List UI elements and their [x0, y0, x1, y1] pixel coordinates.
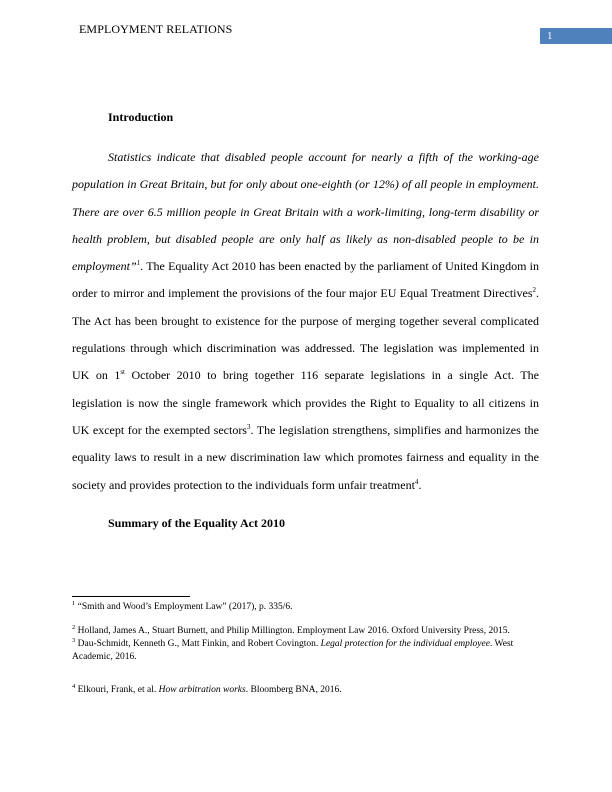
- ordinal-suffix: st: [120, 368, 125, 377]
- paragraph-text-4: . The legislation strengthens, simplifies and harmonizes the equality laws to result in a new discrimination law which promotes fairness and equality in the society and provides protection to the individuals form unfair treatment: [72, 422, 540, 492]
- running-head: EMPLOYMENT RELATIONS: [79, 22, 233, 36]
- footnote-ref-3[interactable]: 3: [246, 422, 251, 431]
- footnote-number: 2: [72, 623, 76, 631]
- footnote-text: “Smith and Wood’s Employment Law” (2017), p. 335/6.: [77, 602, 293, 612]
- footnote-ref-1[interactable]: 1: [136, 259, 141, 268]
- paragraph-text-2: . The Act has been brought to existence for the purpose of merging together several complicated regulations through which discrimination was addressed. The legislation was implemented in UK on 1: [72, 286, 539, 383]
- footnote-1: [72, 601, 542, 614]
- footnote-3: [72, 638, 542, 663]
- footnote-text: Elkouri, Frank, et al.: [77, 685, 159, 695]
- footnote-number: 3: [72, 636, 76, 644]
- footnote-ref-4[interactable]: 4: [414, 477, 419, 486]
- footnote-number: 4: [72, 682, 76, 690]
- footnote-title: Legal protection for the individual employee: [320, 639, 490, 649]
- footnote-text: . Bloomberg BNA, 2016.: [245, 685, 342, 695]
- footnote-text: . West Academic, 2016.: [72, 639, 514, 662]
- footnote-2: [72, 625, 542, 638]
- paragraph-text-3: October 2010 to bring together 116 separate legislations in a single Act. The legislation is now the single framework which provides the Right to Equality to all citizens in UK except for the exempted sectors: [72, 368, 539, 437]
- introduction-paragraph: [72, 144, 539, 499]
- footnote-number: 1: [72, 599, 76, 607]
- footnote-4: [72, 684, 542, 697]
- paragraph-text-5: .: [418, 477, 422, 492]
- introduction-heading: Introduction: [108, 110, 174, 124]
- quoted-statistics: Statistics indicate that disabled people account for nearly a fifth of the working-age population in Great Britain, but for only about one-eighth (or 12%) of all people in employment. There are over 6.5 million people in Great Britain with a work-limiting, long-term disability or health problem, but disabled people are only half as likely as non-disabled people to be in employment”: [72, 150, 539, 274]
- footnote-title: How arbitration works: [158, 685, 246, 695]
- summary-heading: Summary of the Equality Act 2010: [108, 516, 285, 530]
- footnote-ref-2[interactable]: 2: [532, 286, 536, 295]
- footnote-separator: [72, 596, 190, 597]
- footnote-text: Dau-Schmidt, Kenneth G., Matt Finkin, and Robert Covington.: [77, 639, 321, 649]
- page-number-badge: 1: [540, 28, 612, 44]
- paragraph-text-1: . The Equality Act 2010 has been enacted by the parliament of United Kingdom in order to mirror and implement the provisions of the four major EU Equal Treatment Directives: [72, 259, 539, 301]
- footnote-text: Holland, James A., Stuart Burnett, and Philip Millington. Employment Law 2016. Oxford University Press, 2015.: [77, 626, 510, 636]
